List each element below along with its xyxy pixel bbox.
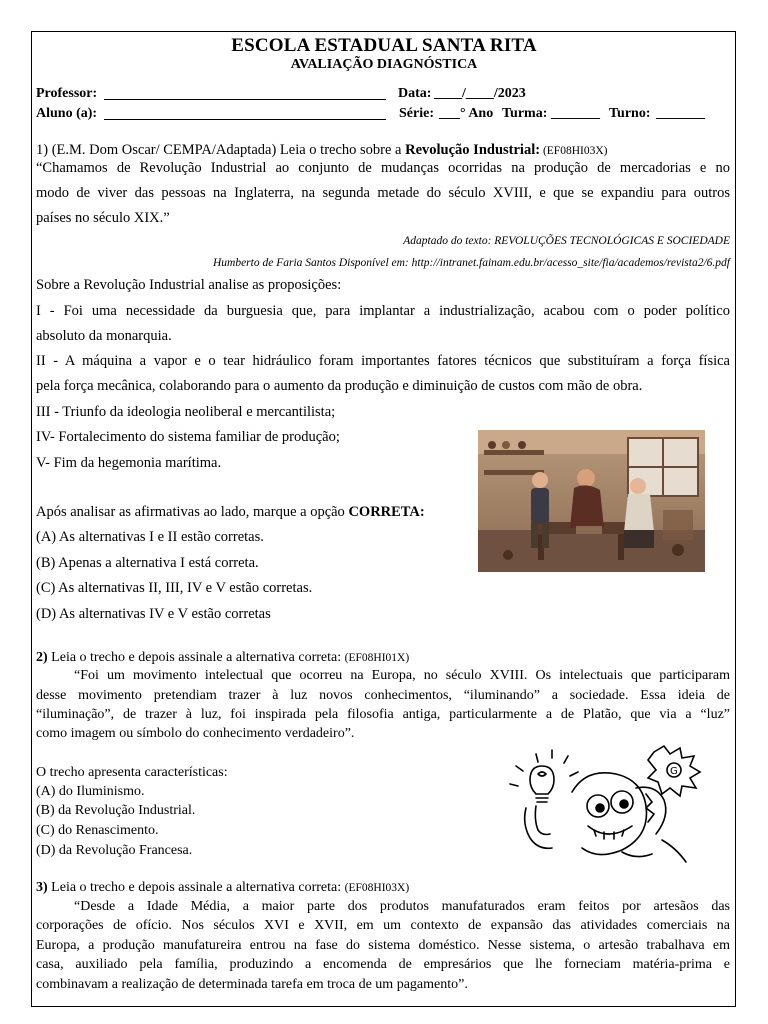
q1-proposition-II: pela força mecânica, colaborando para o aumento da produção e diminuição de custos com mão de obra.	[36, 378, 643, 394]
serie-field[interactable]: ___° Ano	[439, 106, 494, 121]
q1-proposition-I: absoluto da monarquia.	[36, 328, 172, 344]
q1-code: (EF08HI03X)	[540, 145, 608, 157]
q2-heading	[36, 650, 730, 666]
school-name: ESCOLA ESTADUAL SANTA RITA	[231, 35, 537, 56]
turno-label: Turno:	[609, 106, 651, 121]
turma-label: Turma:	[502, 106, 548, 121]
q3-quote-line: “Desde a Idade Média, a maior parte dos produtos manufaturados eram feitos por artesãos das	[74, 899, 730, 914]
q2-option-a[interactable]: (A) do Iluminismo.	[36, 784, 145, 799]
q1-topic: Revolução Industrial:	[405, 142, 541, 158]
q1-intro: 1) (E.M. Dom Oscar/ CEMPA/Adaptada) Leia o trecho sobre a	[36, 142, 406, 158]
q2-quote-line: desse movimento pretendiam trazer à luz novos conhecimentos, “iluminando” a sociedade. Essa ideia de	[36, 688, 730, 703]
q2-number: 2)	[36, 650, 48, 665]
q1-proposition-V: V- Fim da hegemonia marítima.	[36, 455, 222, 471]
q3-quote-line: combinavam a realização de determinada tarefa em troca de um pagamento”.	[36, 977, 468, 992]
serie-label: Série:	[399, 106, 434, 121]
student-field[interactable]	[104, 119, 386, 120]
q2-option-c[interactable]: (C) do Renascimento.	[36, 823, 159, 838]
q1-quote-line: países no século XIX.”	[36, 210, 170, 226]
date-label: Data:	[398, 86, 432, 101]
q2-quote-line: “iluminação”, de trazer à luz, foi inspirada pela filosofia antiga, particularmente a de Platão, que via a “luz”	[36, 707, 730, 722]
q1-proposition-I: I - Foi uma necessidade da burguesia que, para implantar a industrialização, acabou com o poder político	[36, 303, 730, 319]
q3-quote-line: casa, auxiliado pela família, produzindo a encomenda de empresários que lhe forneciam matéria-prima e	[36, 957, 730, 972]
q1-instruction-bold: CORRETA:	[348, 504, 425, 520]
q1-source: Adaptado do texto: REVOLUÇÕES TECNOLÓGICAS E SOCIEDADE	[403, 235, 730, 247]
q2-quote-line: “Foi um movimento intelectual que ocorreu na Europa, no século XVIII. Os intelectuais que participaram	[74, 668, 730, 683]
q1-proposition-IV: IV- Fortalecimento do sistema familiar de produção;	[36, 429, 340, 445]
q3-intro: Leia o trecho e depois assinale a alternativa correta:	[47, 880, 345, 895]
q1-proposition-III: III - Triunfo da ideologia neoliberal e mercantilista;	[36, 404, 336, 420]
q3-number: 3)	[36, 880, 48, 895]
turma-field[interactable]: _______	[551, 106, 600, 121]
q1-quote-line: “Chamamos de Revolução Industrial ao conjunto de mudanças ocorridas na produção de mercadorias e no	[36, 160, 730, 176]
q1-heading	[36, 142, 730, 159]
q3-code: (EF08HI03X)	[344, 882, 410, 894]
turno-field[interactable]: _______	[656, 106, 705, 121]
q3-quote-line: Europa, a produção manufatureira entrou na fase do sistema doméstico. Nesse sistema, o artesão trabalhava em	[36, 938, 730, 953]
q1-quote-line: modo de viver das pessoas na Inglaterra, na segunda metade do século XVIII, e que se expandiu para outros	[36, 185, 730, 201]
q1-option-c[interactable]: (C) As alternativas II, III, IV e V estão corretas.	[36, 580, 313, 596]
date-field[interactable]: ____/____/2023	[434, 86, 526, 101]
q1-option-d[interactable]: (D) As alternativas IV e V estão corretas	[36, 606, 271, 622]
assessment-title: AVALIAÇÃO DIAGNÓSTICA	[290, 57, 478, 72]
q2-code: (EF08HI01X)	[344, 652, 410, 664]
artisan-workshop-image	[478, 430, 705, 572]
q1-option-b[interactable]: (B) Apenas a alternativa I está correta.	[36, 555, 259, 571]
q1-instruction	[36, 504, 730, 521]
q1-instruction-text: Após analisar as afirmativas ao lado, marque a opção	[36, 504, 349, 520]
q1-proposition-II: II - A máquina a vapor e o tear hidráulico foram importantes fatores técnicos que substituíram a força física	[36, 353, 730, 369]
q2-option-d[interactable]: (D) da Revolução Francesa.	[36, 843, 193, 858]
q1-source: Humberto de Faria Santos Disponível em: http://intranet.fainam.edu.br/acesso_site/fia/academos/revista2/6.pdf	[212, 257, 730, 269]
q2-option-b[interactable]: (B) da Revolução Industrial.	[36, 803, 196, 818]
q2-intro: Leia o trecho e depois assinale a alternativa correta:	[47, 650, 345, 665]
student-label: Aluno (a):	[36, 106, 98, 121]
svg-text:G: G	[670, 766, 678, 777]
q2-prompt: O trecho apresenta características:	[36, 765, 228, 780]
q2-quote-line: como imagem ou símbolo do conhecimento verdadeiro”.	[36, 726, 355, 741]
professor-label: Professor:	[36, 86, 98, 101]
q1-prompt: Sobre a Revolução Industrial analise as proposições:	[36, 277, 342, 293]
q1-option-a[interactable]: (A) As alternativas I e II estão corretas.	[36, 529, 264, 545]
q3-heading	[36, 880, 730, 896]
q3-quote-line: corporações de ofício. Nos séculos XVI e XVII, em um contexto de expansão das atividades comerciais na	[36, 918, 730, 933]
professor-field[interactable]	[104, 99, 386, 100]
cartoon-idea-image	[486, 744, 708, 868]
